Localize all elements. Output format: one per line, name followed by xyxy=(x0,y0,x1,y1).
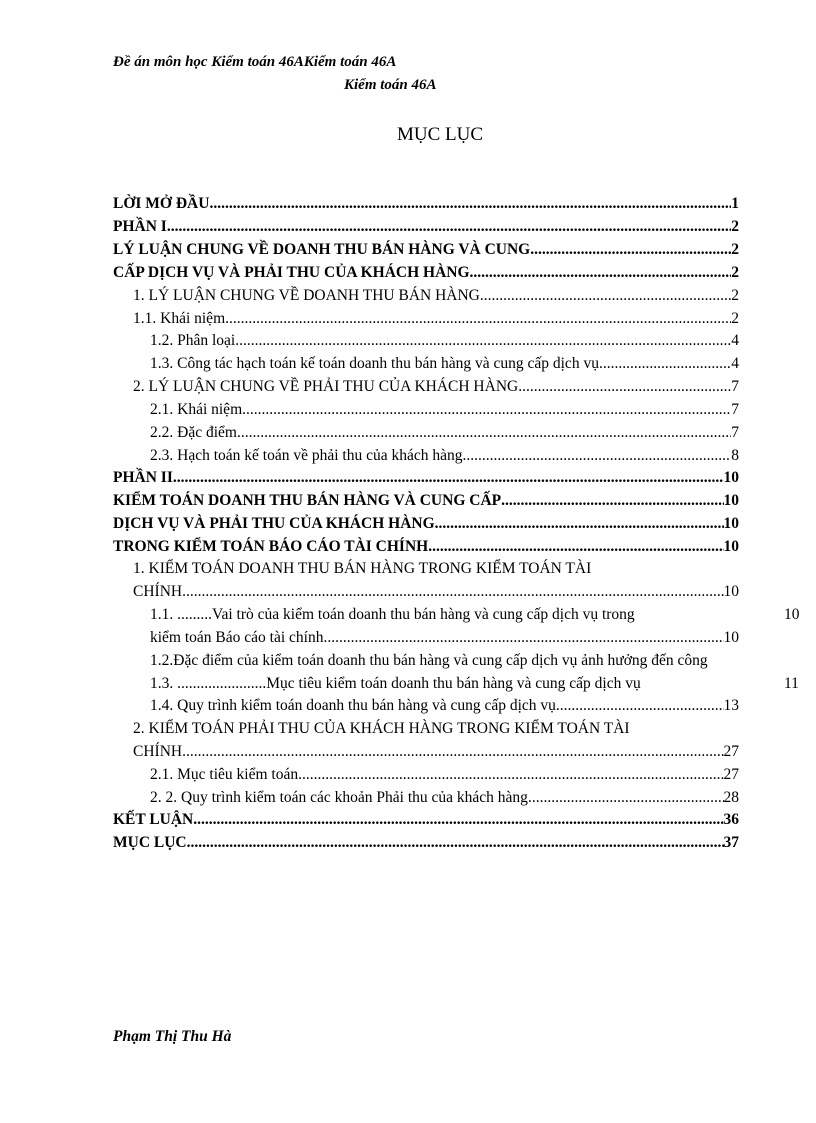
toc-leader-dots xyxy=(187,832,724,854)
toc-entry-text: DỊCH VỤ VÀ PHẢI THU CỦA KHÁCH HÀNG xyxy=(113,515,435,532)
toc-leader-dots xyxy=(235,330,731,352)
toc-entry-page: 7 xyxy=(731,401,739,418)
toc-entry-text: 2.3. Hạch toán kế toán về phải thu của khách hàng xyxy=(150,447,463,464)
header-line-2: Kiểm toán 46A xyxy=(344,77,437,93)
toc-entry-page: 8 xyxy=(731,447,739,464)
toc-entry-text: 2. 2. Quy trình kiểm toán các khoản Phải thu của khách hàng xyxy=(150,789,528,806)
toc-entry-page: 10 xyxy=(723,629,739,646)
toc-entry-page: 13 xyxy=(723,697,739,714)
toc-entry-text: LỜI MỞ ĐẦU xyxy=(113,195,210,212)
toc-entry-page: 2 xyxy=(731,310,739,327)
toc-entry[interactable] xyxy=(150,764,739,786)
toc-entry-page: 10 xyxy=(723,492,739,509)
toc-entry-text: 2.2. Đặc điểm xyxy=(150,424,237,441)
toc-entry-text: 1.4. Quy trình kiểm toán doanh thu bán hàng và cung cấp dịch vụ xyxy=(150,697,556,714)
toc-leader-dots xyxy=(182,741,723,763)
toc-entry-text[interactable]: 1.3. .......................Mục tiêu kiểm toán doanh thu bán hàng và cung cấp dịch vụ xyxy=(150,675,641,692)
toc-entry[interactable] xyxy=(133,376,739,398)
toc-leader-dots xyxy=(193,809,723,831)
author-name: Phạm Thị Thu Hà xyxy=(113,1028,232,1045)
toc-entry-text[interactable]: 1.2.Đặc điểm của kiểm toán doanh thu bán hàng và cung cấp dịch vụ ảnh hưởng đến công xyxy=(150,652,708,669)
toc-entry-page: 36 xyxy=(723,811,739,828)
toc-entry[interactable] xyxy=(133,581,739,603)
toc-entry[interactable] xyxy=(150,422,739,444)
toc-entry[interactable] xyxy=(133,308,739,330)
toc-entry[interactable] xyxy=(133,741,739,763)
toc-entry-page: 27 xyxy=(723,766,739,783)
toc-entry[interactable] xyxy=(150,353,739,375)
toc-leader-dots xyxy=(323,627,723,649)
toc-entry-page: 27 xyxy=(723,743,739,760)
toc-entry-text: 2. LÝ LUẬN CHUNG VỀ PHẢI THU CỦA KHÁCH HÀNG xyxy=(133,378,519,395)
toc-entry-text: 1.3. Công tác hạch toán kế toán doanh thu bán hàng và cung cấp dịch vụ xyxy=(150,355,599,372)
toc-entry-page: 4 xyxy=(731,355,739,372)
toc-entry-page: 7 xyxy=(731,378,739,395)
toc-entry-page: 11 xyxy=(784,675,799,692)
toc-leader-dots xyxy=(182,581,723,603)
toc-entry-text: 2.1. Mục tiêu kiểm toán xyxy=(150,766,299,783)
toc-entry-page: 10 xyxy=(723,583,739,600)
toc-leader-dots xyxy=(225,308,731,330)
toc-entry-page: 37 xyxy=(723,834,739,851)
toc-leader-dots xyxy=(530,239,731,261)
toc-entry-text[interactable]: 1. KIỂM TOÁN DOANH THU BÁN HÀNG TRONG KIỂM TOÁN TÀI xyxy=(133,560,592,577)
toc-entry[interactable] xyxy=(150,330,739,352)
toc-leader-dots xyxy=(518,376,731,398)
toc-entry-page: 2 xyxy=(731,241,739,258)
toc-entry-text: KẾT LUẬN xyxy=(113,811,194,828)
toc-entry-text[interactable]: 1.1. .........Vai trò của kiểm toán doanh thu bán hàng và cung cấp dịch vụ trong xyxy=(150,606,635,623)
toc-entry-text: PHẦN II xyxy=(113,469,173,486)
toc-leader-dots xyxy=(435,513,724,535)
toc-entry[interactable] xyxy=(113,809,739,831)
toc-entry[interactable] xyxy=(113,467,739,489)
toc-entry-text: 2.1. Khái niệm xyxy=(150,401,243,418)
toc-leader-dots xyxy=(167,216,731,238)
toc-entry[interactable] xyxy=(113,490,739,512)
toc-entry-text: LÝ LUẬN CHUNG VỀ DOANH THU BÁN HÀNG VÀ CUNG xyxy=(113,241,531,258)
toc-entry[interactable] xyxy=(113,239,739,261)
toc-entry-page: 10 xyxy=(784,606,800,623)
toc-entry-text: 1.1. Khái niệm xyxy=(133,310,226,327)
toc-entry-text: MỤC LỤC xyxy=(113,834,187,851)
toc-entry-text: 1. LÝ LUẬN CHUNG VỀ DOANH THU BÁN HÀNG xyxy=(133,287,480,304)
toc-entry-page: 10 xyxy=(723,515,739,532)
toc-entry-text[interactable]: 2. KIỂM TOÁN PHẢI THU CỦA KHÁCH HÀNG TRONG KIỂM TOÁN TÀI xyxy=(133,720,630,737)
toc-entry-text: 1.2. Phân loại xyxy=(150,332,236,349)
toc-entry-text: CẤP DỊCH VỤ VÀ PHẢI THU CỦA KHÁCH HÀNG xyxy=(113,264,470,281)
toc-entry-text: CHÍNH xyxy=(133,583,183,600)
toc-entry-text: TRONG KIỂM TOÁN BÁO CÁO TÀI CHÍNH xyxy=(113,538,429,555)
toc-entry[interactable] xyxy=(150,787,739,809)
toc-entry-page: 1 xyxy=(731,195,739,212)
toc-entry[interactable] xyxy=(113,832,739,854)
toc-entry-text: kiểm toán Báo cáo tài chính xyxy=(150,629,324,646)
toc-leader-dots xyxy=(237,422,731,444)
toc-leader-dots xyxy=(173,467,724,489)
toc-entry-text: PHẦN I xyxy=(113,218,167,235)
toc-leader-dots xyxy=(480,285,731,307)
toc-leader-dots xyxy=(528,787,724,809)
toc-entry-page: 7 xyxy=(731,424,739,441)
toc-entry-page: 2 xyxy=(731,264,739,281)
toc-leader-dots xyxy=(470,262,732,284)
toc-leader-dots xyxy=(501,490,723,512)
header-line-1: Đề án môn học Kiểm toán 46AKiểm toán 46A xyxy=(113,54,397,70)
toc-entry-page: 4 xyxy=(731,332,739,349)
toc-entry-text: CHÍNH xyxy=(133,743,183,760)
toc-leader-dots xyxy=(298,764,723,786)
toc-entry-page: 2 xyxy=(731,218,739,235)
toc-entry[interactable] xyxy=(113,193,739,215)
toc-entry[interactable] xyxy=(150,695,739,717)
toc-entry[interactable] xyxy=(113,513,739,535)
toc-entry[interactable] xyxy=(113,262,739,284)
toc-leader-dots xyxy=(242,399,731,421)
toc-leader-dots xyxy=(209,193,731,215)
toc-entry-page: 10 xyxy=(723,469,739,486)
toc-entry[interactable] xyxy=(150,445,739,467)
toc-entry-page: 2 xyxy=(731,287,739,304)
toc-entry[interactable] xyxy=(150,627,739,649)
toc-entry-text: KIỂM TOÁN DOANH THU BÁN HÀNG VÀ CUNG CẤP xyxy=(113,492,502,509)
toc-leader-dots xyxy=(428,536,723,558)
toc-entry-page: 28 xyxy=(723,789,739,806)
toc-leader-dots xyxy=(462,445,731,467)
toc-entry-page: 10 xyxy=(723,538,739,555)
toc-leader-dots xyxy=(556,695,724,717)
toc-leader-dots xyxy=(599,353,731,375)
toc-entry[interactable] xyxy=(113,216,739,238)
page-title: MỤC LỤC xyxy=(396,124,484,145)
toc-entry[interactable] xyxy=(133,285,739,307)
toc-entry[interactable] xyxy=(150,399,739,421)
toc-entry[interactable] xyxy=(113,536,739,558)
